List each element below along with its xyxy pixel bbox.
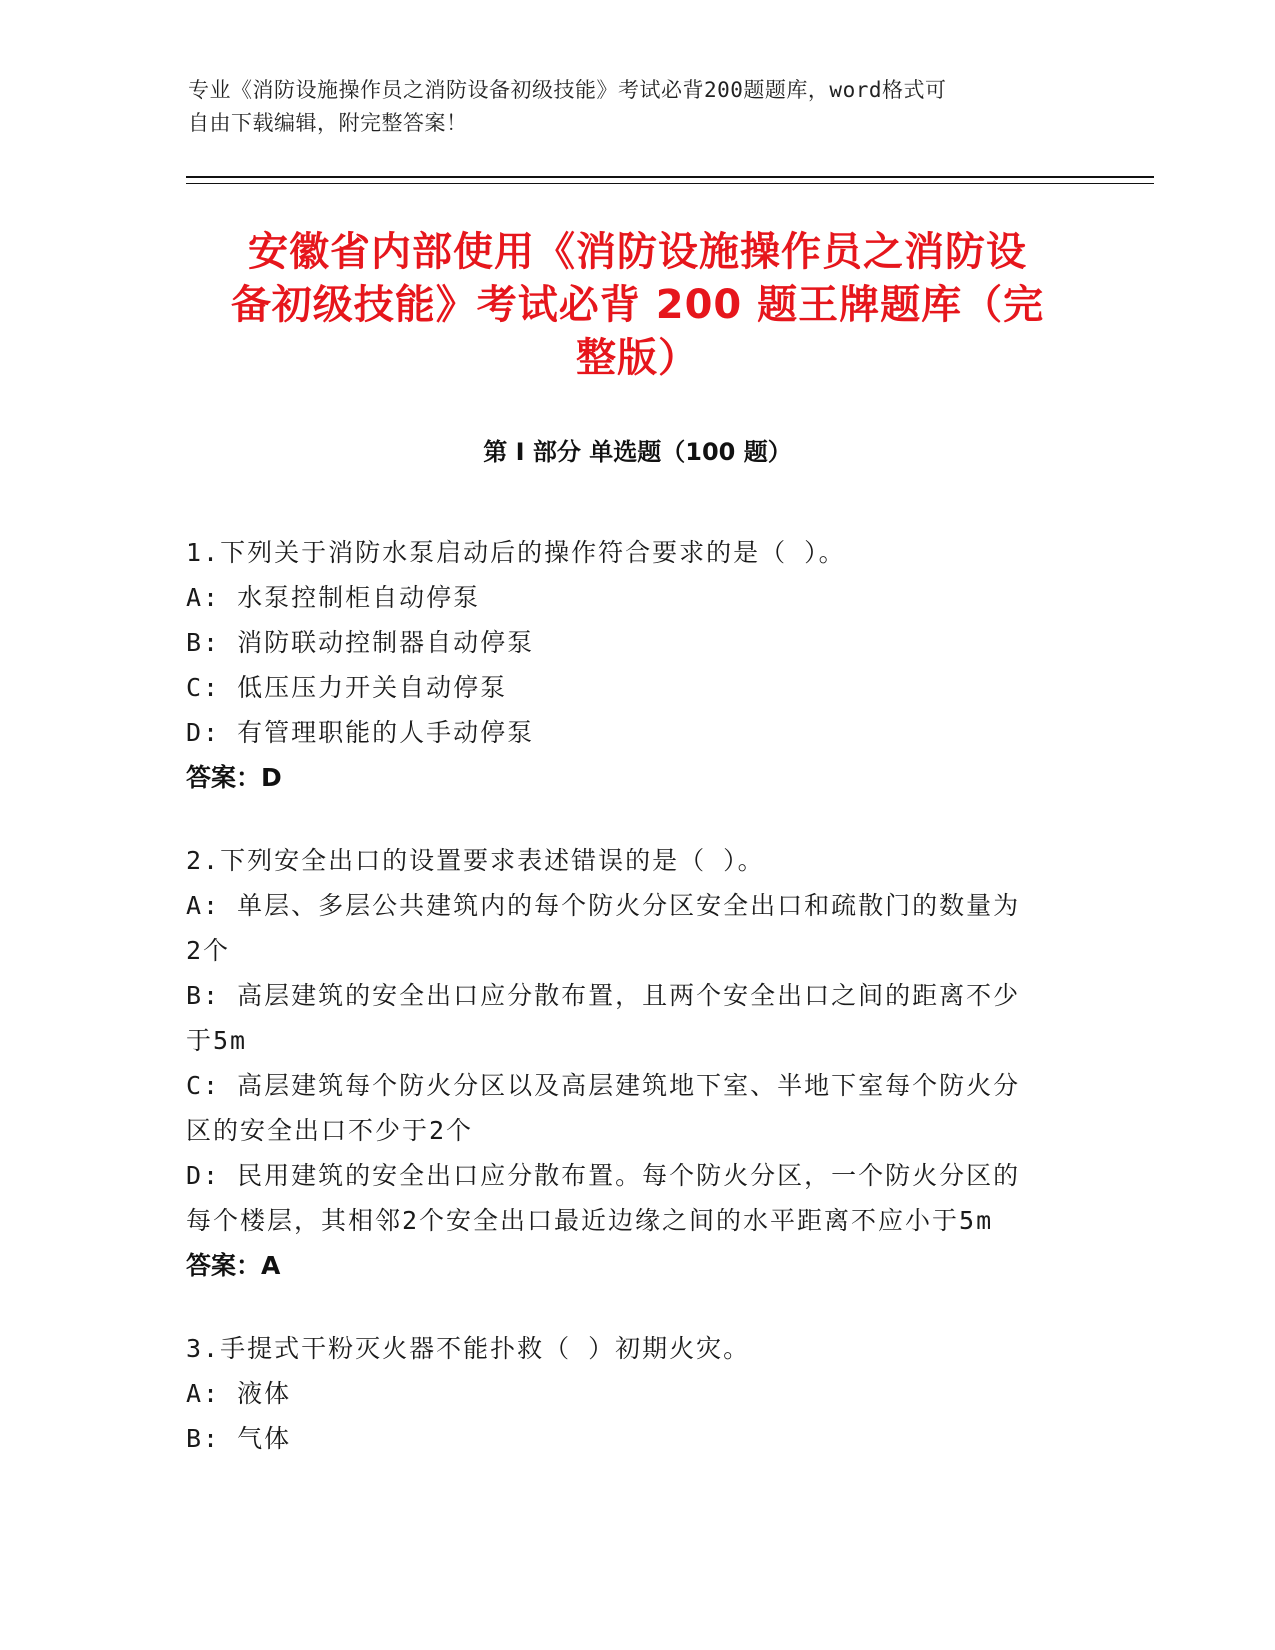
option-d: D: 有管理职能的人手动停泵 — [186, 718, 535, 747]
question-stem: 1.下列关于消防水泵启动后的操作符合要求的是（ ）。 — [186, 538, 846, 567]
document-title-line-1: 安徽省内部使用《消防设施操作员之消防设 — [248, 229, 1027, 275]
option-d: D: 民用建筑的安全出口应分散布置。每个防火分区，一个防火分区的 — [186, 1161, 1021, 1190]
header-note-line-2: 自由下载编辑，附完整答案！ — [188, 111, 468, 135]
question-list — [186, 530, 1066, 1499]
answer: 答案：D — [186, 763, 282, 792]
option-a: A: 单层、多层公共建筑内的每个防火分区安全出口和疏散门的数量为 — [186, 891, 1021, 920]
header-divider-thick — [186, 176, 1154, 178]
header-divider-thin — [186, 183, 1154, 184]
document-title-line-3: 整版） — [576, 335, 699, 381]
section-title: 第 I 部分 单选题（100 题） — [483, 438, 792, 466]
option-a: A: 水泵控制柜自动停泵 — [186, 583, 481, 612]
question-stem: 3.手提式干粉灭火器不能扑救（ ）初期火灾。 — [186, 1334, 751, 1363]
option-c: C: 高层建筑每个防火分区以及高层建筑地下室、半地下室每个防火分 — [186, 1071, 1021, 1100]
header-note-line-1: 专业《消防设施操作员之消防设备初级技能》考试必背200题题库，word格式可 — [188, 78, 947, 102]
document-title-line-2: 备初级技能》考试必背 200 题王牌题库（完 — [230, 282, 1045, 328]
option-b-continued: 于5m — [186, 1026, 248, 1055]
question-1 — [186, 530, 1066, 800]
document-title — [195, 226, 1080, 385]
option-b: B: 气体 — [186, 1424, 292, 1453]
option-a-continued: 2个 — [186, 936, 231, 965]
option-c: C: 低压压力开关自动停泵 — [186, 673, 508, 702]
option-a: A: 液体 — [186, 1379, 292, 1408]
question-stem: 2.下列安全出口的设置要求表述错误的是（ ）。 — [186, 846, 765, 875]
option-d-continued: 每个楼层，其相邻2个安全出口最近边缘之间的水平距离不应小于5m — [186, 1206, 994, 1235]
option-c-continued: 区的安全出口不少于2个 — [186, 1116, 474, 1145]
option-b: B: 消防联动控制器自动停泵 — [186, 628, 535, 657]
answer: 答案：A — [186, 1251, 281, 1280]
option-b: B: 高层建筑的安全出口应分散布置，且两个安全出口之间的距离不少 — [186, 981, 1021, 1010]
header-note — [188, 74, 1068, 140]
question-3 — [186, 1326, 1066, 1461]
question-2 — [186, 838, 1066, 1288]
